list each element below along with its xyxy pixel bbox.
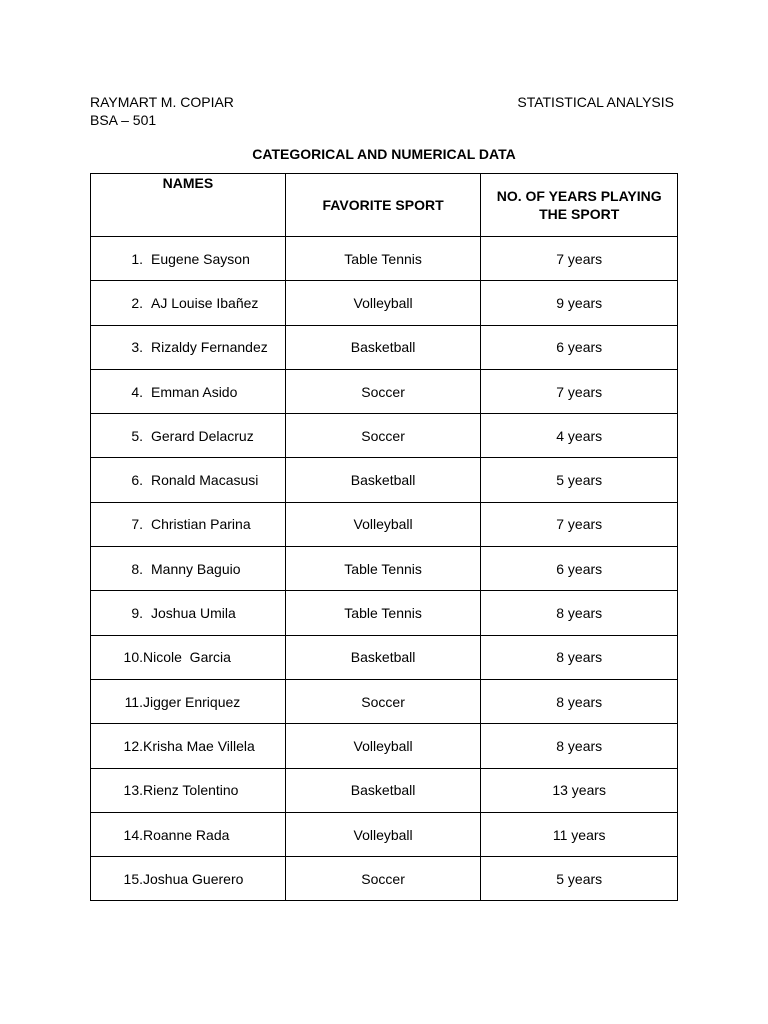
person-name: Joshua Guerero <box>143 870 244 887</box>
cell-name <box>91 857 286 901</box>
cell-name <box>91 281 286 325</box>
cell-years-playing: 8 years <box>481 635 678 679</box>
cell-favorite-sport: Basketball <box>285 458 481 502</box>
person-name: Roanne Rada <box>143 826 230 843</box>
table-row <box>91 458 678 502</box>
cell-name <box>91 547 286 591</box>
table-row <box>91 812 678 856</box>
person-name: Rienz Tolentino <box>143 782 239 799</box>
cell-name <box>91 502 286 546</box>
author-section: BSA – 501 <box>90 112 157 128</box>
row-number: 2. <box>131 294 143 311</box>
cell-years-playing: 9 years <box>481 281 678 325</box>
cell-favorite-sport: Volleyball <box>285 812 481 856</box>
cell-years-playing: 13 years <box>481 768 678 812</box>
cell-years-playing: 7 years <box>481 237 678 281</box>
cell-years-playing: 4 years <box>481 414 678 458</box>
table-row <box>91 635 678 679</box>
cell-favorite-sport: Volleyball <box>285 502 481 546</box>
cell-name <box>91 635 286 679</box>
data-table <box>90 173 678 901</box>
table-row <box>91 768 678 812</box>
cell-years-playing: 8 years <box>481 591 678 635</box>
table-header-row <box>91 174 678 237</box>
author-name: RAYMART M. COPIAR <box>90 94 234 110</box>
row-number: 5. <box>131 427 143 444</box>
table-body <box>91 237 678 901</box>
table-row <box>91 502 678 546</box>
row-number: 6. <box>131 472 143 489</box>
cell-name <box>91 812 286 856</box>
person-name: Joshua Umila <box>151 605 236 622</box>
person-name: Ronald Macasusi <box>151 472 259 489</box>
person-name: Jigger Enriquez <box>143 693 241 710</box>
table-row <box>91 591 678 635</box>
cell-favorite-sport: Basketball <box>285 768 481 812</box>
cell-name <box>91 591 286 635</box>
row-number: 10. <box>123 649 143 666</box>
cell-years-playing: 6 years <box>481 325 678 369</box>
table-row <box>91 414 678 458</box>
cell-name <box>91 369 286 413</box>
cell-years-playing: 8 years <box>481 679 678 723</box>
row-number: 8. <box>131 560 143 577</box>
column-header-names: NAMES <box>91 174 286 237</box>
cell-favorite-sport: Basketball <box>285 635 481 679</box>
row-number: 3. <box>131 339 143 356</box>
column-header-years-line2: THE SPORT <box>539 206 620 222</box>
table-row <box>91 724 678 768</box>
cell-name <box>91 458 286 502</box>
table-row <box>91 237 678 281</box>
cell-years-playing: 7 years <box>481 369 678 413</box>
person-name: Manny Baguio <box>151 560 241 577</box>
cell-favorite-sport: Soccer <box>285 369 481 413</box>
table-row <box>91 547 678 591</box>
cell-favorite-sport: Table Tennis <box>285 547 481 591</box>
cell-years-playing: 5 years <box>481 857 678 901</box>
cell-favorite-sport: Volleyball <box>285 281 481 325</box>
column-header-favorite-sport: FAVORITE SPORT <box>285 174 481 237</box>
row-number: 9. <box>131 605 143 622</box>
cell-favorite-sport: Volleyball <box>285 724 481 768</box>
cell-favorite-sport: Soccer <box>285 414 481 458</box>
column-header-years-line1: NO. OF YEARS PLAYING <box>496 188 662 204</box>
column-header-years-playing <box>481 174 678 237</box>
row-number: 13. <box>123 782 143 799</box>
cell-name <box>91 325 286 369</box>
page-title: CATEGORICAL AND NUMERICAL DATA <box>252 146 516 162</box>
cell-favorite-sport: Soccer <box>285 857 481 901</box>
table-row <box>91 679 678 723</box>
author-block <box>90 93 234 129</box>
cell-favorite-sport: Basketball <box>285 325 481 369</box>
cell-years-playing: 11 years <box>481 812 678 856</box>
cell-name <box>91 724 286 768</box>
person-name: Nicole Garcia <box>143 649 231 666</box>
cell-name <box>91 768 286 812</box>
table-row <box>91 281 678 325</box>
row-number: 7. <box>131 516 143 533</box>
person-name: Christian Parina <box>151 516 251 533</box>
person-name: Rizaldy Fernandez <box>151 339 268 356</box>
person-name: Eugene Sayson <box>151 250 250 267</box>
table-row <box>91 325 678 369</box>
cell-name <box>91 414 286 458</box>
row-number: 4. <box>131 383 143 400</box>
person-name: Gerard Delacruz <box>151 427 254 444</box>
cell-favorite-sport: Table Tennis <box>285 237 481 281</box>
row-number: 15. <box>123 870 143 887</box>
cell-favorite-sport: Table Tennis <box>285 591 481 635</box>
row-number: 1. <box>131 250 143 267</box>
cell-name <box>91 679 286 723</box>
person-name: Emman Asido <box>151 383 238 400</box>
cell-name <box>91 237 286 281</box>
person-name: Krisha Mae Villela <box>143 737 255 754</box>
cell-years-playing: 6 years <box>481 547 678 591</box>
subject-label: STATISTICAL ANALYSIS <box>517 94 674 110</box>
cell-years-playing: 7 years <box>481 502 678 546</box>
cell-years-playing: 5 years <box>481 458 678 502</box>
row-number: 14. <box>123 826 143 843</box>
row-number: 11. <box>124 693 143 710</box>
cell-years-playing: 8 years <box>481 724 678 768</box>
person-name: AJ Louise Ibañez <box>151 294 259 311</box>
cell-favorite-sport: Soccer <box>285 679 481 723</box>
table-row <box>91 857 678 901</box>
row-number: 12. <box>123 737 143 754</box>
table-row <box>91 369 678 413</box>
